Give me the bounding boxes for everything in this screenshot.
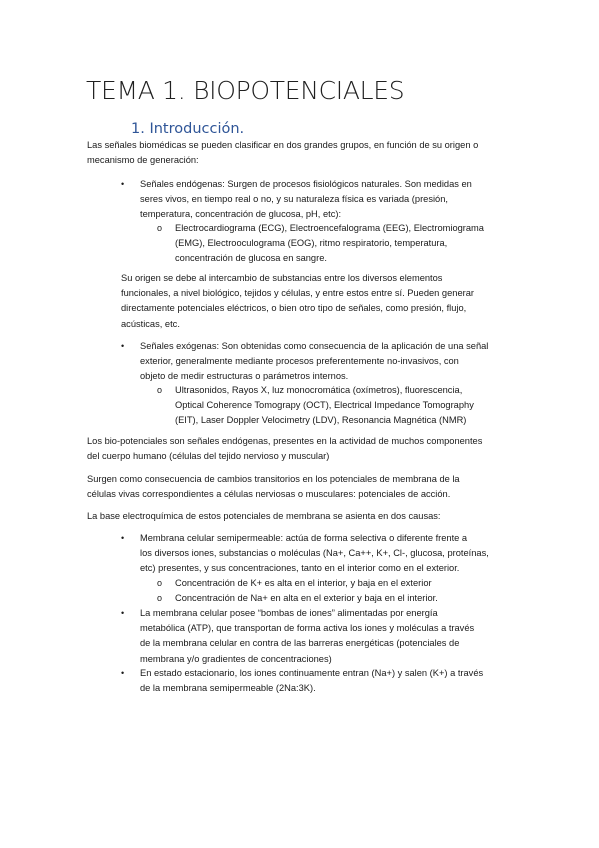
sub-bullet-glyph: o <box>157 593 163 603</box>
exogenas-examples: Ultrasonidos, Rayos X, luz monocromática (oxímetros), fluorescencia, Optical Coherence Tomograpy (OCT), Electrical Impedance Tomography (EIT), Laser Doppler Velocimetry (LDV), Resonancia Magnética (NMR) <box>175 385 474 426</box>
surgen-paragraph: Surgen como consecuencia de cambios transitorios en los potenciales de membrana de la células vivas correspondientes a células nerviosas o musculares: potenciales de acción. <box>87 474 460 500</box>
endogenas-examples: Electrocardiograma (ECG), Electroencefalograma (EEG), Electromiograma (EMG), Electrooculograma (EOG), ritmo respiratorio, temperatura, concentración de glucosa en sangre. <box>175 223 484 264</box>
conc-k-item: Concentración de K+ es alta en el interior, y baja en el exterior <box>175 578 432 588</box>
bullet-glyph: • <box>121 179 125 189</box>
sub-bullet-glyph: o <box>157 223 163 233</box>
estacionario-item: En estado estacionario, los iones continuamente entran (Na+) y salen (K+) a través de la membrana semipermeable (2Na:3K). <box>140 668 484 694</box>
conc-na-item: Concentración de Na+ en alta en el exterior y baja en el interior. <box>175 593 438 603</box>
bullet-glyph: • <box>121 341 125 351</box>
endogenas-item: Señales endógenas: Surgen de procesos fisiológicos naturales. Son medidas en seres vivos, en tiempo real o no, y su naturaleza física es variada (presión, temperatura, concentración de glucosa, pH, etc): <box>140 179 472 220</box>
bullet-glyph: • <box>121 608 125 618</box>
exogenas-item: Señales exógenas: Son obtenidas como consecuencia de la aplicación de una señal exterior, generalmente mediante procesos preferentemente no-invasivos, con objeto de medir estructuras o parámetros internos. <box>140 341 489 382</box>
bullet-glyph: • <box>121 533 125 543</box>
base-paragraph: La base electroquímica de estos potenciales de membrana se asienta en dos causas: <box>87 511 441 521</box>
bullet-glyph: • <box>121 668 125 678</box>
sub-bullet-glyph: o <box>157 385 163 395</box>
section-heading: 1. Introducción. <box>131 121 245 137</box>
intro-paragraph: Las señales biomédicas se pueden clasificar en dos grandes grupos, en función de su origen o mecanismo de generación: <box>87 140 479 166</box>
bombas-item: La membrana celular posee “bombas de iones” alimentadas por energía metabólica (ATP), que transportan de forma activa los iones y moléculas a través de la membrana celular en contra de las barreras energéticas (potenciales de membrana y/o gradientes de concentraciones) <box>140 608 475 664</box>
page-title: TEMA 1. BIOPOTENCIALES <box>86 76 405 105</box>
origen-paragraph: Su origen se debe al intercambio de substancias entre los diversos elementos funcionales, a nivel biológico, tejidos y células, y entre estos entre sí. Pueden generar directamente potenciales eléctricos, o bien otro tipo de señales, como presión, flujo, acústicas, etc. <box>121 273 474 329</box>
biopotenciales-paragraph: Los bio-potenciales son señales endógenas, presentes en la actividad de muchos componentes del cuerpo humano (células del tejido nervioso y muscular) <box>87 436 483 462</box>
sub-bullet-glyph: o <box>157 578 163 588</box>
membrana-item: Membrana celular semipermeable: actúa de forma selectiva o diferente frente a los diversos iones, substancias o moléculas (Na+, Ca++, K+, Cl-, glucosa, proteínas, etc) presentes, y sus concentraciones, tanto en el interior como en el exterior. <box>140 533 489 574</box>
